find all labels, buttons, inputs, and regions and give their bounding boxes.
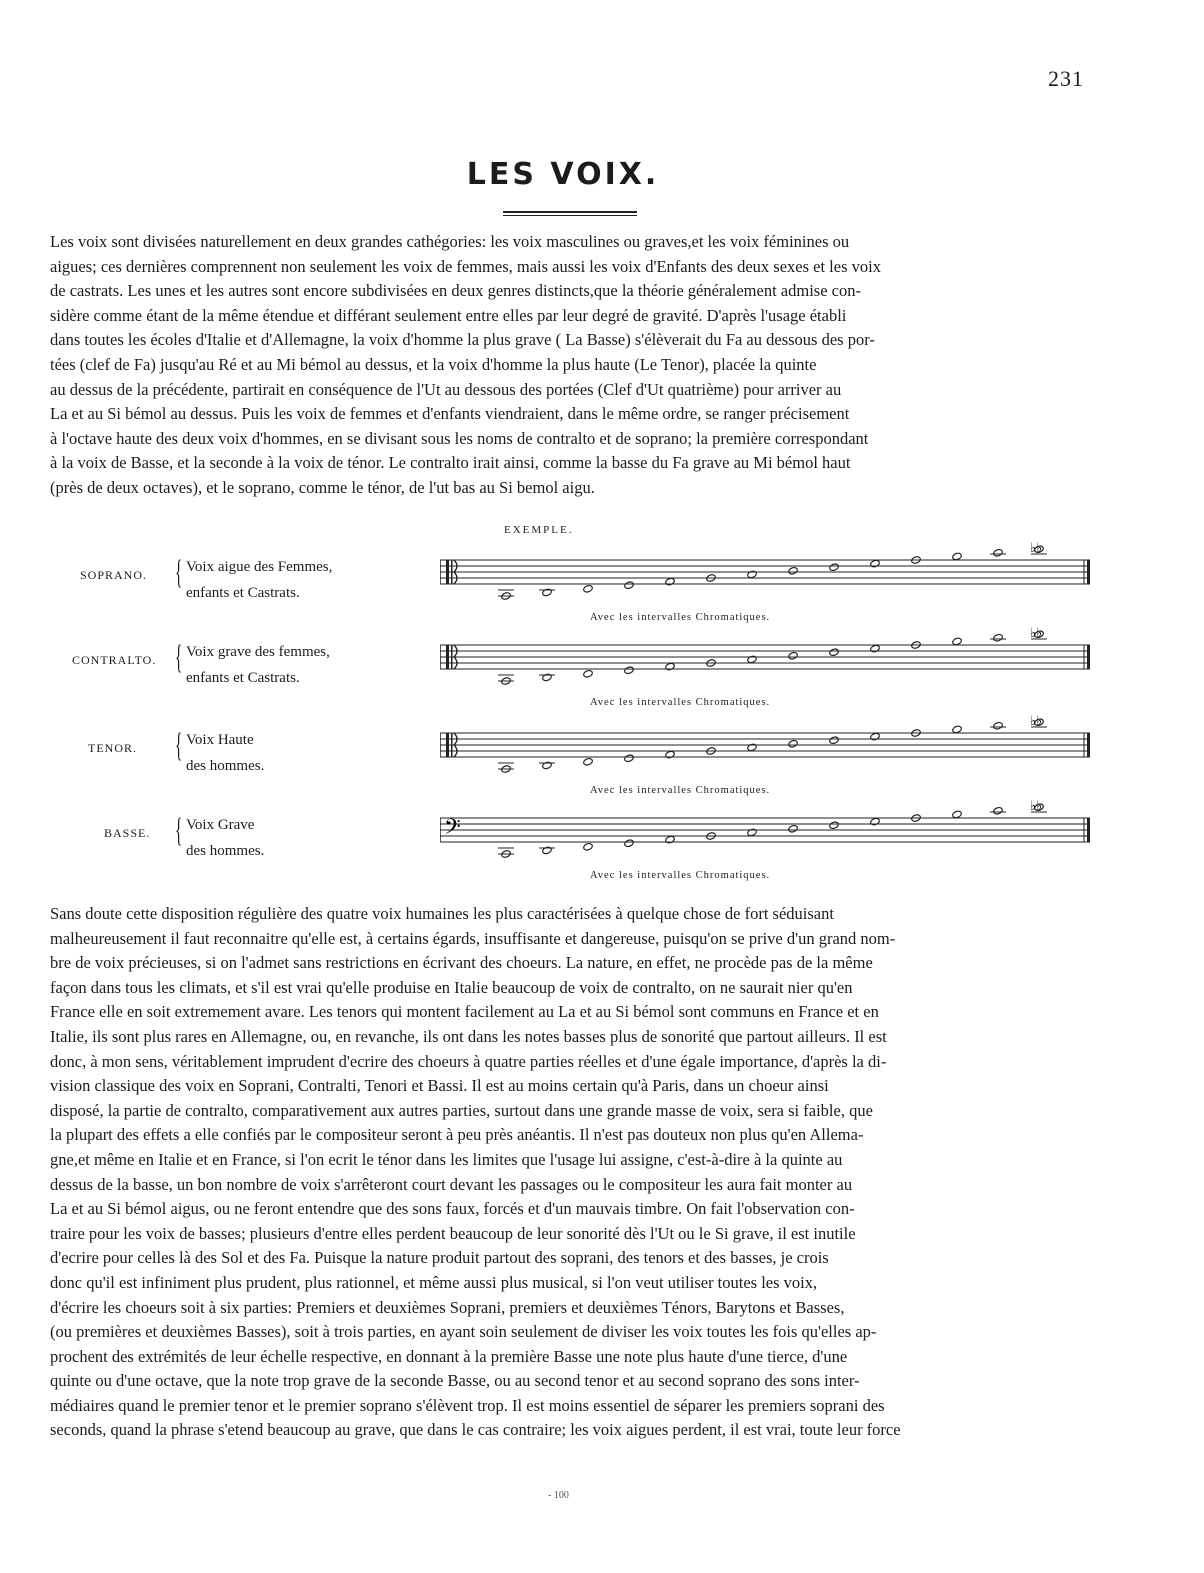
note-head — [542, 761, 553, 770]
note-head — [788, 651, 799, 660]
note-head — [870, 732, 881, 741]
note-head — [583, 584, 594, 593]
text-line: La et au Si bémol aigus, ou ne feront entendre que des sons faux, forcés et d'un mauvais timbre. On fait l'observation con- — [50, 1199, 855, 1219]
voice-description — [186, 554, 332, 606]
note-head — [542, 673, 553, 682]
final-barline — [1087, 645, 1090, 669]
final-barline — [1087, 818, 1090, 842]
intro-paragraph — [50, 230, 1095, 501]
text-line: gne,et même en Italie et en France, si l'on ecrit le ténor dans les limites que l'usage lui assigne, c'est-à-dire à la quinte au — [50, 1149, 843, 1169]
text-line: Sans doute cette disposition régulière des quatre voix humaines les plus caractérisées à quelque chose de fort séduisant — [50, 904, 834, 923]
voice-description — [186, 727, 264, 779]
alto-clef-bar — [451, 733, 453, 757]
text-line: Les voix sont divisées naturellement en deux grandes cathégories: les voix masculines ou graves,et les voix féminines ou — [50, 232, 850, 251]
note-head — [624, 839, 635, 848]
voice-description-line: des hommes. — [186, 758, 265, 774]
note-head — [993, 633, 1004, 642]
text-line: de castrats. Les unes et les autres sont encore subdivisées en deux genres distincts,que la théorie généralement admise con- — [50, 281, 861, 301]
voice-description-line: Voix grave des femmes, — [186, 644, 330, 660]
voice-name: CONTRALTO. — [72, 653, 157, 667]
staff-caption: Avec les intervalles Chromatiques. — [590, 785, 771, 796]
note-head — [952, 810, 963, 819]
note-head — [788, 739, 799, 748]
note-head — [624, 666, 635, 675]
flat-accidental-icon: ♭♭ — [1030, 799, 1043, 814]
text-line: aigues; ces dernières comprennent non seulement les voix de femmes, mais aussi les voix d'Enfants des deux sexes et les voix — [50, 256, 881, 276]
note-head — [665, 835, 676, 844]
note-head — [747, 570, 758, 579]
note-head — [829, 736, 840, 745]
page-title: LES VOIX. — [466, 157, 660, 192]
brace-icon: { — [175, 727, 183, 764]
staff-caption: Avec les intervalles Chromatiques. — [590, 697, 771, 708]
text-line: donc, à mon sens, véritablement imprudent d'ecrire des choeurs à quatre parties réelles et d'une égale importance, d'après la di- — [50, 1051, 887, 1071]
text-line: tées (clef de Fa) jusqu'au Ré et au Mi bémol au dessus, et la voix d'homme la plus haute (Le Tenor), placée la quinte — [50, 354, 817, 374]
discussion-paragraph — [50, 902, 1095, 1443]
note-head — [747, 828, 758, 837]
voice-description — [186, 812, 264, 864]
note-head — [665, 577, 676, 586]
music-staff — [440, 623, 1100, 703]
flat-accidental-icon: ♭♭ — [1030, 541, 1043, 556]
voice-description-line: Voix Haute — [186, 732, 254, 748]
note-head — [952, 725, 963, 734]
note-head — [583, 757, 594, 766]
note-head — [952, 552, 963, 561]
note-head — [829, 821, 840, 830]
title-rule — [503, 211, 637, 216]
final-barline — [1087, 733, 1090, 757]
text-line: d'ecrire pour celles là des Sol et des Fa. Puisque la nature produit partout des soprani, des tenors et des basses, je crois — [50, 1248, 829, 1268]
text-line: au dessus de la précédente, partirait en conséquence de l'Ut au dessous des portées (Clef d'Ut quatrième) pour arriver au — [50, 379, 842, 399]
brace-icon: { — [175, 812, 183, 849]
text-line: à l'octave haute des deux voix d'hommes, en se divisant sous les noms de contralto et de soprano; la première correspondant — [50, 428, 869, 448]
note-head — [870, 817, 881, 826]
note-head — [583, 669, 594, 678]
alto-clef-icon — [446, 560, 449, 584]
text-line: vision classique des voix en Soprani, Contralti, Tenori et Bassi. Il est au moins certain qu'à Paris, dans un choeur ainsi — [50, 1076, 829, 1096]
text-line: quinte ou d'une octave, que la note trop grave de la seconde Basse, ou au second tenor et au second soprano des sons inter- — [50, 1371, 860, 1391]
text-line: dessus de la basse, un bon nombre de voix s'arrêteront court devant les passages ou le compositeur les aura fait monter au — [50, 1174, 853, 1194]
voice-name: TENOR. — [88, 741, 137, 755]
text-line: (près de deux octaves), et le soprano, comme le ténor, de l'ut bas au Si bemol aigu. — [50, 477, 595, 497]
note-head — [624, 754, 635, 763]
voice-description-line: des hommes. — [186, 843, 265, 859]
text-line: malheureusement il faut reconnaitre qu'elle est, à certains égards, insuffisante et dangereuse, puisqu'on se prive d'un grand nom- — [50, 928, 896, 948]
text-line: traire pour les voix de basses; plusieurs d'entre elles perdent beaucoup de leur sonorité dès l'Ut ou le Si grave, il est inutile — [50, 1223, 856, 1243]
text-line: donc qu'il est infiniment plus prudent, plus rationnel, et même aussi plus musical, si l'on veut utiliser toutes les voix, — [50, 1272, 818, 1292]
note-head — [747, 655, 758, 664]
voice-name: SOPRANO. — [80, 568, 148, 582]
note-head — [993, 721, 1004, 730]
text-line: bre de voix précieuses, si on l'admet sans restrictions en écrivant des choeurs. La nature, en effet, ne procède pas de la même — [50, 953, 873, 973]
note-head — [542, 846, 553, 855]
text-line: disposé, la partie de contralto, comparativement aux autres parties, surtout dans une grande masse de voix, sera si faible, que — [50, 1100, 873, 1120]
music-staff — [440, 796, 1100, 876]
alto-clef-bar — [451, 560, 453, 584]
footer-mark: - 100 — [548, 1490, 569, 1501]
voice-name: BASSE. — [104, 826, 151, 840]
brace-icon: { — [175, 639, 183, 676]
staff-caption: Avec les intervalles Chromatiques. — [590, 870, 771, 881]
example-label: EXEMPLE. — [504, 524, 574, 536]
music-staff — [440, 711, 1100, 791]
note-head — [583, 842, 594, 851]
page-number: 231 — [1048, 66, 1084, 91]
text-line: (ou premières et deuxièmes Basses), soit à trois parties, en ayant soin seulement de diviser les voix toutes les fois qu'elles ap- — [50, 1322, 877, 1342]
staff-caption: Avec les intervalles Chromatiques. — [590, 612, 771, 623]
brace-icon: { — [175, 554, 183, 591]
text-line: dans toutes les écoles d'Italie et d'Allemagne, la voix d'homme la plus grave ( La Basse) s'élèverait du Fa au dessous des por- — [50, 330, 875, 350]
note-head — [542, 588, 553, 597]
text-line: Italie, ils sont plus rares en Allemagne, ou, en revanche, ils ont dans les notes basses plus de sonorité que partout ailleurs. Il est — [50, 1026, 887, 1046]
final-barline — [1087, 560, 1090, 584]
note-head — [788, 824, 799, 833]
text-line: d'écrire les choeurs soit à six parties: Premiers et deuxièmes Soprani, premiers et deuxièmes Ténors, Barytons et Basses, — [50, 1297, 845, 1317]
text-line: médiaires quand le premier tenor et le premier soprano s'élèvent trop. Il est moins essentiel de séparer les premiers soprani des — [50, 1395, 885, 1415]
alto-clef-icon — [446, 733, 449, 757]
text-line: La et au Si bémol au dessus. Puis les voix de femmes et d'enfants viendraient, dans le même ordre, se ranger précisement — [50, 404, 850, 424]
note-head — [993, 806, 1004, 815]
note-head — [870, 644, 881, 653]
text-line: prochent des extrémités de leur échelle respective, en donnant à la première Basse une note plus haute d'une tierce, d'une — [50, 1346, 848, 1366]
note-head — [665, 750, 676, 759]
note-head — [747, 743, 758, 752]
voice-description-line: enfants et Castrats. — [186, 670, 300, 686]
note-head — [993, 548, 1004, 557]
text-line: à la voix de Basse, et la seconde à la voix de ténor. Le contralto irait ainsi, comme la basse du Fa grave au Mi bémol haut — [50, 453, 851, 473]
music-staff — [440, 538, 1100, 618]
text-line: seconds, quand la phrase s'etend beaucoup au grave, que dans le cas contraire; les voix aigues perdent, il est vrai, toute leur force — [50, 1420, 901, 1440]
text-line: France elle en soit extremement avare. Les tenors qui montent facilement au La et au Si bémol sont communs en France et en — [50, 1002, 879, 1022]
voice-description-line: enfants et Castrats. — [186, 585, 300, 601]
text-line: la plupart des effets a elle confiés par le compositeur seront à peu près anéantis. Il n'est pas douteux non plus qu'en Allema- — [50, 1125, 864, 1145]
note-head — [952, 637, 963, 646]
text-line: sidère comme étant de la même étendue et différant seulement entre elles par leur degré de gravité. D'après l'usage établi — [50, 305, 847, 325]
alto-clef-icon — [446, 645, 449, 669]
text-line: façon dans tous les climats, et s'il est vrai qu'elle produise en Italie beaucoup de voix de contralto, on ne saurait nier qu'en — [50, 977, 853, 997]
note-head — [829, 648, 840, 657]
alto-clef-bar — [451, 645, 453, 669]
voice-description-line: Voix aigue des Femmes, — [186, 559, 333, 575]
flat-accidental-icon: ♭♭ — [1030, 626, 1043, 641]
bass-clef-icon: 𝄢 — [444, 815, 461, 845]
note-head — [665, 662, 676, 671]
flat-accidental-icon: ♭♭ — [1030, 714, 1043, 729]
note-head — [624, 581, 635, 590]
voice-description — [186, 639, 330, 691]
note-head — [829, 563, 840, 572]
voice-description-line: Voix Grave — [186, 817, 255, 833]
note-head — [788, 566, 799, 575]
note-head — [870, 559, 881, 568]
